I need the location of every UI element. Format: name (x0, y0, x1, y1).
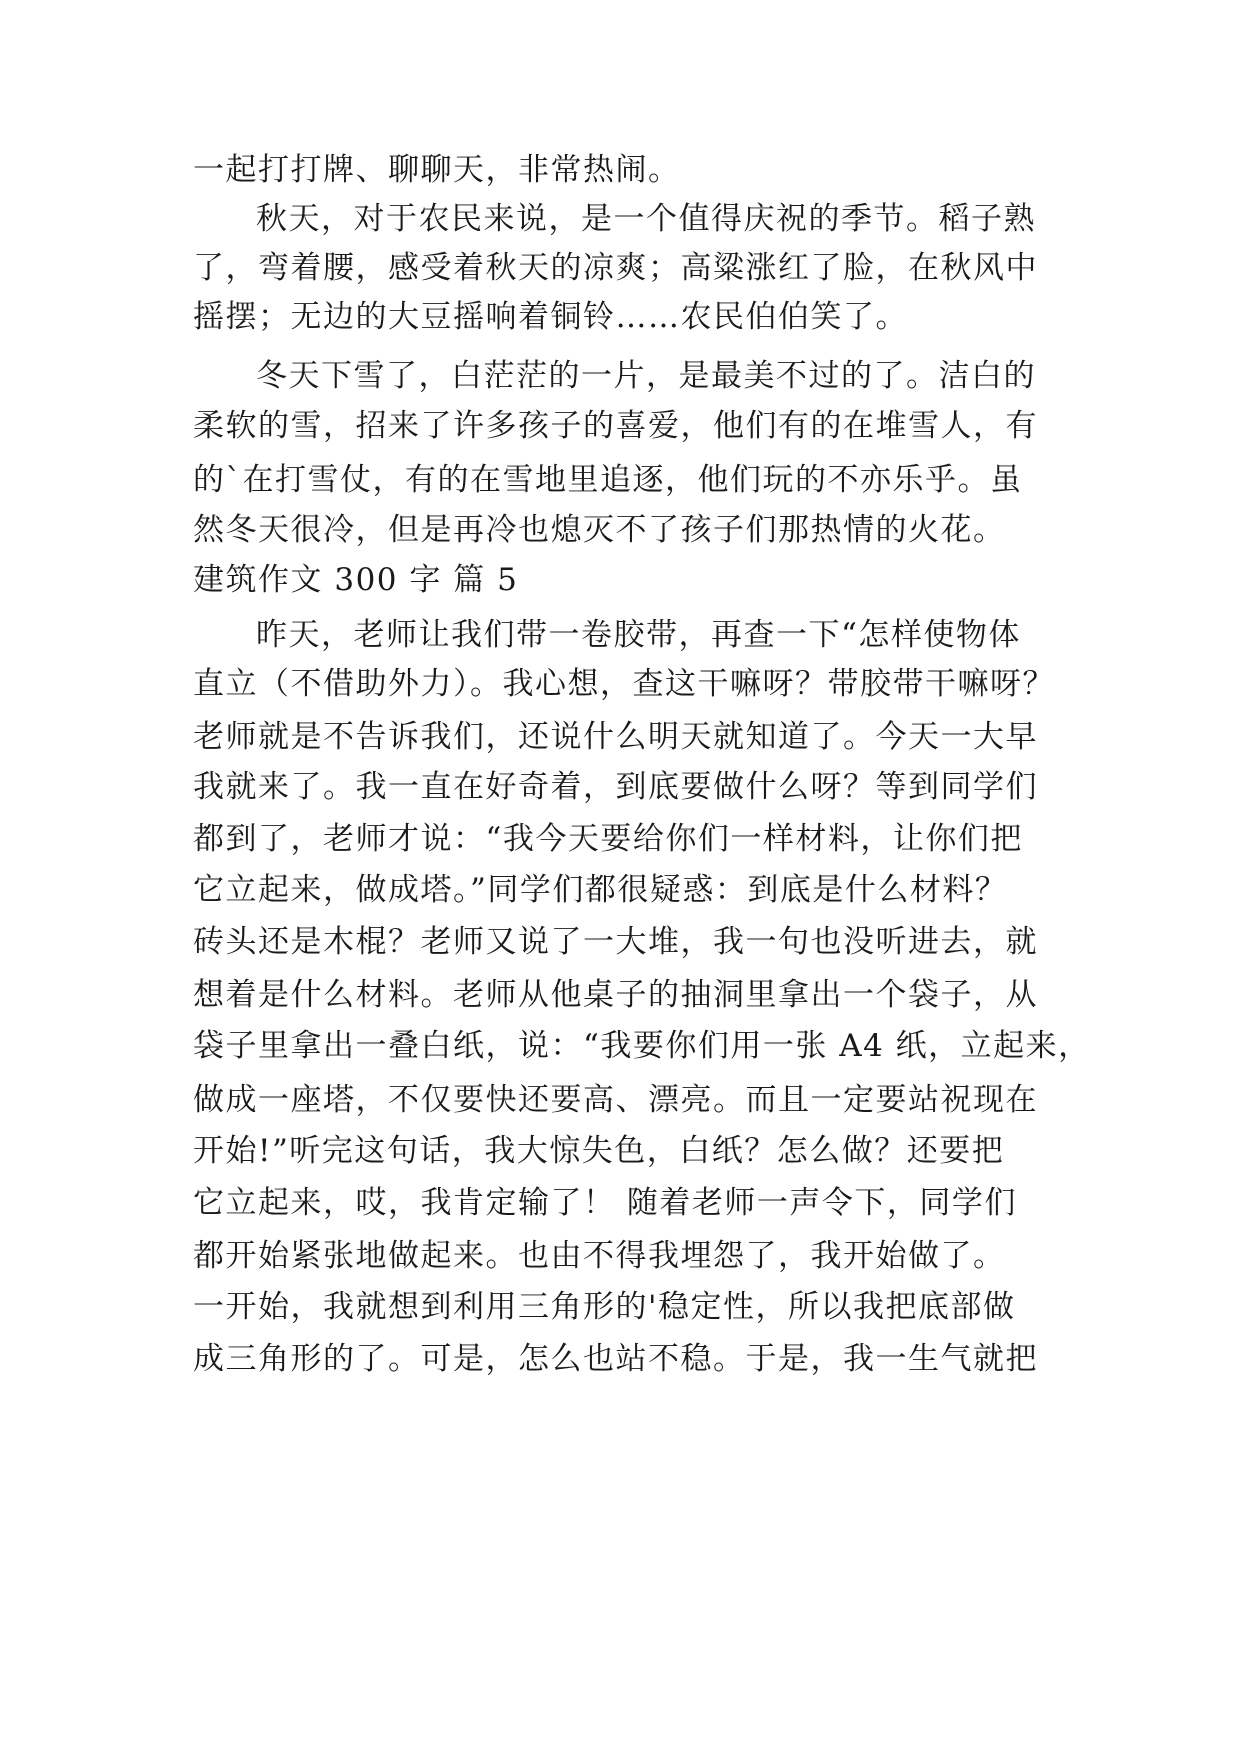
text-line: 摇摆；无边的大豆摇响着铜铃……农民伯伯笑了。 (193, 299, 908, 335)
text-line: 了，弯着腰，感受着秋天的凉爽；高粱涨红了脸，在秋风中 (193, 250, 1038, 286)
text-line: 都到了，老师才说：“我今天要给你们一样材料，让你们把 (193, 821, 1023, 857)
paragraph-first-line: 秋天，对于农民来说，是一个值得庆祝的季节。稻子熟 (256, 201, 1036, 237)
text-line: 一起打打牌、聊聊天，非常热闹。 (193, 152, 681, 188)
text-line: 老师就是不告诉我们，还说什么明天就知道了。今天一大早 (193, 719, 1038, 755)
paragraph-first-line: 冬天下雪了，白茫茫的一片，是最美不过的了。洁白的 (256, 358, 1036, 394)
text-line: 成三角形的了。可是，怎么也站不稳。于是，我一生气就把 (193, 1341, 1038, 1377)
text-line: 做成一座塔，不仅要快还要高、漂亮。而且一定要站祝现在 (193, 1082, 1038, 1118)
text-line: 它立起来，做成塔。”同学们都很疑惑：到底是什么材料？ (193, 872, 1008, 908)
text-line: 直立（不借助外力）。我心想，查这干嘛呀？带胶带干嘛呀？ (193, 666, 1055, 702)
section-heading: 建筑作文 300 字 篇 5 (193, 562, 519, 598)
text-line: 想着是什么材料。老师从他桌子的抽洞里拿出一个袋子，从 (193, 977, 1038, 1013)
text-line: 柔软的雪，招来了许多孩子的喜爱，他们有的在堆雪人，有 (193, 408, 1038, 444)
text-line: 都开始紧张地做起来。也由不得我埋怨了，我开始做了。 (193, 1238, 1006, 1274)
text-line: 砖头还是木棍？老师又说了一大堆，我一句也没听进去，就 (193, 924, 1038, 960)
text-line: 然冬天很冷，但是再冷也熄灭不了孩子们那热情的火花。 (193, 512, 1006, 548)
text-line: 我就来了。我一直在好奇着，到底要做什么呀？等到同学们 (193, 769, 1038, 805)
text-line: 开始!”听完这句话，我大惊失色，白纸？怎么做？还要把 (193, 1133, 1005, 1169)
text-line: 一开始，我就想到利用三角形的'稳定性，所以我把底部做 (193, 1289, 1016, 1325)
paragraph-first-line: 昨天，老师让我们带一卷胶带，再查一下“怎样使物体 (256, 617, 1021, 653)
text-line: 袋子里拿出一叠白纸，说：“我要你们用一张 A4 纸，立起来， (193, 1028, 1091, 1064)
text-line: 的`在打雪仗，有的在雪地里追逐，他们玩的不亦乐乎。虽 (193, 462, 1023, 498)
text-line: 它立起来，哎，我肯定输了！ 随着老师一声令下，同学们 (193, 1185, 1017, 1221)
